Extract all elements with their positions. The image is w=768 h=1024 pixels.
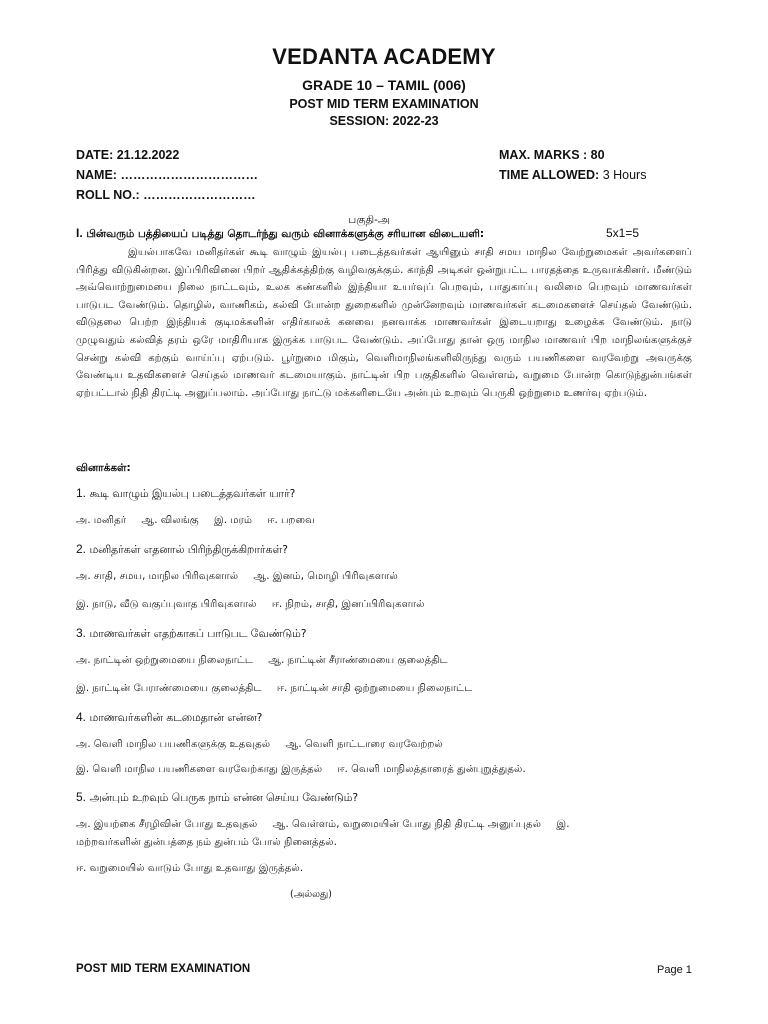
question-number: 3. [76, 626, 87, 640]
page-number: Page 1 [657, 964, 692, 976]
question-3-options-row-2 [76, 682, 472, 695]
question-2-options-row-2 [76, 598, 425, 611]
or-divider: (அல்லது) [290, 889, 332, 900]
option: ஆ. வெள்ளம், வறுமையின் போது நிதி திரட்டி அனுப்புதல் [272, 819, 542, 830]
school-name: VEDANTA ACADEMY [272, 44, 496, 69]
option: அ. வெளி மாநில பயணிகளுக்கு உதவுதல் [76, 739, 271, 750]
question-number: 4. [76, 710, 87, 724]
time-allowed [499, 168, 646, 182]
option: இ. நாட்டின் பேராண்மையை குலைத்திட [76, 683, 262, 694]
question-1 [76, 486, 295, 502]
exam-title: POST MID TERM EXAMINATION [289, 97, 479, 111]
part-title: பகுதி-அ [348, 214, 390, 226]
option: ஆ. நாட்டின் சீராண்மையை குலைத்திட [268, 655, 448, 666]
question-text: மனிதர்கள் எதனால் பிரிந்திருக்கிறார்கள்? [89, 543, 288, 556]
question-number: 1. [76, 486, 87, 500]
question-text: மாணவர்களின் கடமைதான் என்ன? [89, 711, 263, 724]
date: DATE: 21.12.2022 [76, 148, 180, 162]
question-text: அன்பும் உறவும் பெருக நாம் என்ன செய்ய வேண்டும்? [89, 791, 359, 804]
question-4-options-row-2 [76, 763, 526, 776]
roll-number-field: ROLL NO.: ……………………… [76, 188, 256, 202]
option: அ. மனிதர் [76, 515, 127, 526]
option: ஆ. இனம், மொழி பிரிவுகளால் [253, 571, 398, 582]
max-marks: MAX. MARKS : 80 [499, 148, 605, 162]
session: SESSION: 2022-23 [329, 114, 439, 128]
section-instruction [76, 226, 484, 241]
option: அ. சாதி, சமய, மாநில பிரிவுகளால் [76, 571, 239, 582]
option: இ. வெளி மாநில பயணிகளை வரவேற்காது இருத்தல் [76, 764, 323, 775]
question-5-options-row-2 [76, 836, 337, 849]
option: ஈ. வறுமையில் வாடும் போது உதவாது இருத்தல். [76, 863, 304, 874]
question-4-options-row-1 [76, 738, 443, 751]
question-2 [76, 542, 288, 558]
instruction-text: பின்வரும் பத்தியைப் படித்து தொடர்ந்து வரும் வினாக்களுக்கு சரியான விடையளி: [86, 228, 485, 240]
question-text: கூடி வாழும் இயல்பு படைத்தவர்கள் யார்? [89, 487, 296, 500]
question-number: 2. [76, 542, 87, 556]
question-3-options-row-1 [76, 654, 448, 667]
question-number: 5. [76, 790, 87, 804]
time-allowed-label: TIME ALLOWED: [499, 168, 600, 182]
grade-subject: GRADE 10 – TAMIL (006) [302, 77, 466, 93]
option: இ. மரம் [213, 515, 253, 526]
question-5-options-row-1 [76, 818, 569, 831]
question-5 [76, 790, 358, 806]
option: இ. நாடு, வீடு வகுப்புவாத பிரிவுகளால் [76, 599, 257, 610]
question-5-options-row-3 [76, 862, 303, 875]
option: ஈ. பறவை [267, 515, 315, 526]
questions-heading: வினாக்கள்: [76, 462, 131, 474]
option: ஆ. விலங்கு [141, 515, 199, 526]
question-4 [76, 710, 262, 726]
section-marks: 5x1=5 [606, 226, 640, 240]
option: ஈ. நாட்டின் சாதி ஒற்றுமையை நிலைநாட்ட [276, 683, 473, 694]
time-allowed-value: 3 Hours [602, 168, 647, 182]
question-3 [76, 626, 306, 642]
footer-exam-title: POST MID TERM EXAMINATION [76, 963, 251, 975]
option: ஈ. நிறம், சாதி, இனப்பிரிவுகளால் [271, 599, 425, 610]
option: அ. இயற்கை சீரழிவின் போது உதவுதல் [76, 819, 258, 830]
name-field: NAME: …………………………… [76, 168, 258, 182]
option: ஈ. வெளி மாநிலத்தாரைத் துன்புறுத்துதல். [337, 764, 526, 775]
option: மற்றவர்களின் துன்பத்தை நம் துன்பம் போல் நினைத்தல். [76, 837, 337, 848]
option: ஆ. வெளி நாட்டாரை வரவேற்றல் [285, 739, 443, 750]
passage: இயல்பாகவே மனிதர்கள் கூடி வாழும் இயல்பு படைத்தவர்கள் ஆயினும் சாதி சமய மாநில வேற்றுமைகள் அவர்களைப் பிரித்து விடுகின்றன. இப்பிரிவினை பிறர் ஆதிக்கத்திற்கு வழிவகுக்கும். காந்தி அடிகள் ஒன்றுபட்ட பாரதத்தை உருவாக்கினர். மீண்டும் அவ்வொற்றுமையை நிலை நாட்டவும், உலக கண்களில் இந்தியா உயர்வுப் பெறவும், பாதுகாப்பு வலிமை பெறவும் மாணவர்கள் பாடுபட வேண்டும். தொழில், வாணிகம், கல்வி போன்ற துறைகளில் முன்னேறவும் மாணவர்கள் கடமைகளைச் செய்தல் வேண்டும். விடுதலை பெற்ற இந்தியக் குடிமக்களின் எதிர்காலக் கனவை நனவாக்க மாணவர்கள் இடையறாது உழைக்க வேண்டும். நாடு முழுவதும் கல்வித் தரம் ஒரே மாதிரியாக இருக்க பாடுபட வேண்டும். அப்போது தான் ஒரு மாநில மாணவர் பிற மாநிலங்களுக்குச் சென்று கல்வி கற்கும் வாய்ப்பு ஏற்படும். பூர்றுமை மிகும், வெளிமாநிலங்களிலிருந்து வரும் பயணிகளை வரவேற்று அவருக்கு வேண்டிய உதவிகளைச் செய்தல் மாணவர் கடமையாகும். நாட்டின் பிற பகுதிகளில் வெள்ளம், வறுமை போன்ற கொடுந்துன்பங்கள் ஏற்பட்டால் நிதி திரட்டி அனுப்பலாம். அப்போது நாட்டு மக்களிடையே அன்பும் உறவும் பெருகி ஒற்றுமை உணர்வு ஏற்படும். [76, 247, 692, 399]
question-1-options [76, 514, 315, 527]
option: இ. [556, 819, 570, 830]
section-number: I. [76, 226, 83, 240]
option: அ. நாட்டின் ஒற்றுமையை நிலைநாட்ட [76, 655, 254, 666]
question-2-options-row-1 [76, 570, 398, 583]
question-text: மாணவர்கள் எதற்காகப் பாடுபட வேண்டும்? [89, 627, 307, 640]
